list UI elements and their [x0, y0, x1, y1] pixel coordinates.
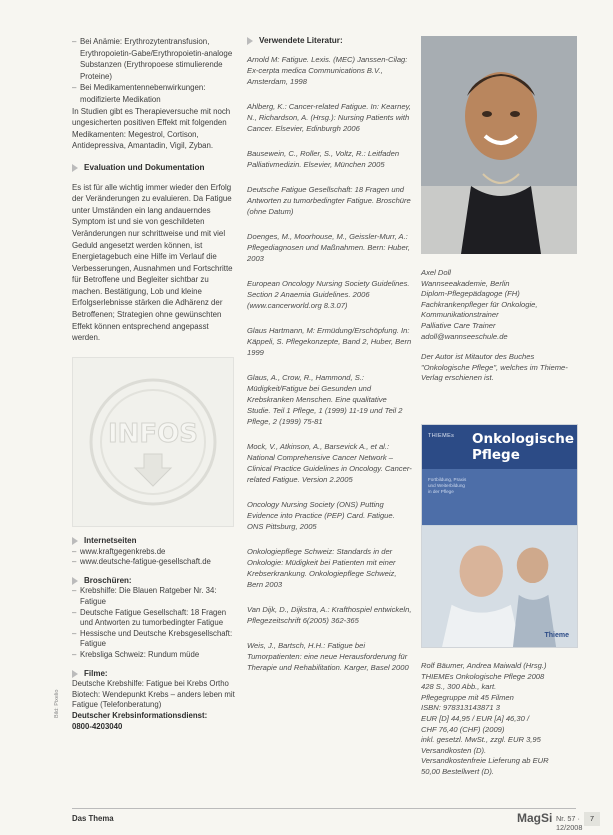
triangle-bullet-icon	[72, 577, 78, 585]
triangle-bullet-icon	[72, 164, 78, 172]
bio-line: Diplom-Pflegepädagoge (FH)	[421, 289, 520, 299]
literature-heading	[247, 36, 343, 45]
reference-item: Ahlberg, K.: Cancer-related Fatigue. In: Kearney, N., Richardson, A. (Hrsg.): Nursing Patients with Cancer. Elsevier, Edinburgh 2006	[247, 102, 411, 133]
triangle-bullet-icon	[72, 537, 78, 545]
magazine-name: MagSi	[517, 811, 553, 825]
internet-links	[72, 547, 237, 568]
list-item: – Bei Medikamentennebenwirkungen: modifizierte Medikation	[72, 82, 234, 105]
reference-item: European Oncology Nursing Society Guidelines. Section 2 Anaemia Guidelines. 2006 (www.cancerworld.org 8.3.07)	[247, 279, 410, 310]
page-number: 7	[584, 812, 600, 826]
book-cover-header	[422, 425, 577, 469]
book-info-line: inkl. gesetzl. MwSt., zzgl. EUR 3,95	[421, 735, 541, 745]
publisher-logo: Thieme	[544, 632, 569, 639]
book-info-line: 428 S., 300 Abb., kart.	[421, 682, 497, 692]
image-credit: Bild: Pixelio	[54, 689, 60, 718]
list-item: – Hessische und Deutsche Krebsgesellschaft: Fatigue	[72, 629, 237, 650]
bio-line: Fachkrankenpfleger für Onkologie,	[421, 299, 538, 309]
reference-item: Bausewein, C., Roller, S., Voltz, R.: Leitfaden Palliativmedizin. Elsevier, München 2005	[247, 149, 400, 169]
reference-item: Van Dijk, D., Dijkstra, A.: Krafthospiel entwickeln, Pflegezeitschrift 6(2005) 362-365	[247, 605, 412, 625]
author-bio	[421, 268, 581, 384]
issue-number: Nr. 57 · 12/2008	[556, 814, 583, 832]
footer-section: Das Thema	[72, 814, 114, 823]
link-item[interactable]: – www.kraftgegenkrebs.de	[72, 547, 237, 558]
reference-item: Glaus Hartmann, M: Ermüdung/Erschöpfung. In: Käppeli, S. Pflegekonzepte, Band 2, Huber, Bern 1999	[247, 326, 412, 357]
reference-item: Deutsche Fatigue Gesellschaft: 18 Fragen und Antworten zu tumorbedingter Fatigue. Broschüre (ohne Datum)	[247, 185, 411, 216]
book-info-line: CHF 76,40 (CHF) (2009)	[421, 724, 505, 734]
literature-list	[247, 54, 412, 687]
bio-line: Palliative Care Trainer	[421, 320, 496, 330]
reference-item: Glaus, A., Crow, R., Hammond, S.: Müdigkeit/Fatigue bei Gesunden und Krebskranken Menschen. Eine qualitative Studie. Teil 1 Pflege, 1 (1999) 11-19 und Teil 2 Pflege, 2 (1999) 75-81	[247, 373, 403, 426]
infos-graphic	[72, 357, 234, 527]
reference-item: Onkologiepflege Schweiz: Standards in der Onkologie: Müdigkeit bei Patienten mit einer Krebserkrankung. Onkologiepflege Schweiz, Bern 2003	[247, 547, 397, 589]
page-footer	[72, 811, 597, 832]
reference-item: Doenges, M., Moorhouse, M., Geissler-Murr, A.: Pflegediagnosen und Maßnahmen. Bern: Huber, 2003	[247, 232, 410, 263]
hotline-label: Deutscher Krebsinformationsdienst:	[72, 710, 208, 720]
book-info-line: Pflegegruppe mit 45 Filmen	[421, 692, 514, 702]
book-info-line: Rolf Bäumer, Andrea Maiwald (Hrsg.)	[421, 661, 547, 670]
reference-item: Weis, J., Bartsch, H.H.: Fatigue bei Tumorpatienten: eine neue Herausforderung für Therapie und Rehabilitation. Karger, Basel 2000	[247, 641, 409, 672]
list-item: – Krebshilfe: Die Blauen Ratgeber Nr. 34: Fatigue	[72, 586, 237, 607]
book-info-line: Versandkostenfreie Lieferung ab EUR	[421, 756, 549, 766]
heading-text: Evaluation und Dokumentation	[84, 162, 205, 172]
infos-watermark-icon	[87, 376, 219, 508]
hotline-number: 0800-4203040	[72, 721, 123, 731]
author-name: Axel Doll	[421, 268, 451, 277]
bio-line: Kommunikationstrainer	[421, 310, 499, 320]
reference-item: Mock, V., Atkinson, A., Barsevick A., et al.: National Comprehensive Cancer Network – Clinical Practice Guidelines in Oncology. Cancer-related Fatigue. Version 2.2005	[247, 442, 412, 484]
footer-divider	[72, 808, 576, 809]
book-brand: THIEMEs	[428, 433, 455, 439]
reference-item: Oncology Nursing Society (ONS) Putting Evidence into Practice (PEP) Card. Fatigue. ONS Pittsburg, 2005	[247, 500, 395, 531]
infos-label: INFOS	[107, 419, 199, 449]
films-paragraph: Deutsche Krebshilfe: Fatigue bei Krebs Ortho Biotech: Wendepunkt Krebs – anders leben mit Fatigue (Telefonberatung)	[72, 679, 235, 710]
triangle-bullet-icon	[247, 37, 253, 45]
link-item[interactable]: – www.deutsche-fatigue-gesellschaft.de	[72, 557, 237, 568]
book-band-text: Fortbildung, Praxis und Weiterbildung in der Pflege	[428, 477, 467, 494]
author-note: Der Autor ist Mitautor des Buches "Onkologische Pflege", welches im Thieme-Verlag erschienen ist.	[421, 352, 568, 383]
heading-text: Internetseiten	[84, 536, 137, 545]
heading-text: Broschüren:	[84, 575, 132, 585]
book-cover-band	[422, 469, 577, 525]
book-info-line: Versandkosten (D).	[421, 745, 487, 755]
author-portrait-icon	[421, 36, 577, 254]
book-title: Onkologische Pflege	[472, 431, 574, 463]
evaluation-paragraph: Es ist für alle wichtig immer wieder den Erfolg der Veränderungen zu evaluieren. Da Fatigue unter Umständen ein lang andauerndes Symptom ist und sie von geschildeten Veränderungen nur schrittweise und mit viel Geduld angesetzt werden können, ist Energietagebuch eine Hilfe im Verlauf die Verbesserungen, Ausnahmen und Fortschritte für Betroffene und Begleiter sichtbar zu machen. Bestätigung, Lob und kleine Erfolgserlebnisse stärken die Adhärenz der Betroffenen; Strategien ohne gewünschten Effekt können entsprechend angepasst werden.	[72, 182, 233, 343]
brochures-heading	[72, 576, 237, 587]
author-photo	[421, 36, 577, 254]
treatment-list	[72, 36, 234, 106]
heading-text: Verwendete Literatur:	[259, 36, 343, 45]
list-item: – Krebsliga Schweiz: Rundum müde	[72, 650, 237, 661]
triangle-bullet-icon	[72, 670, 78, 678]
bio-line: Wannseeakademie, Berlin	[421, 278, 510, 288]
book-info	[421, 661, 581, 778]
book-cover-image	[422, 525, 577, 648]
book-info-line: THIEMEs Onkologische Pflege 2008	[421, 671, 545, 681]
book-info-line: 50,00 Bestellwert (D).	[421, 766, 495, 776]
left-column	[72, 36, 234, 344]
list-item: – Deutsche Fatigue Gesellschaft: 18 Fragen und Antworten zu tumorbedingter Fatigue	[72, 608, 237, 629]
studies-paragraph: In Studien gibt es Therapieversuche mit noch ungesicherten positiven Effekt mit folgenden Medikamenten: Megestrol, Cortison, Antidepressiva, Amantadin, Vigil, Zyban.	[72, 106, 231, 151]
heading-text: Filme:	[84, 668, 108, 678]
book-info-line: EUR [D] 44,95 / EUR [A] 46,30 /	[421, 713, 530, 723]
internet-heading	[72, 536, 237, 547]
author-email[interactable]: adoll@wannseeschule.de	[421, 331, 508, 341]
book-cover	[421, 424, 578, 648]
list-item: – Bei Anämie: Erythrozytentransfusion, Erythropoietin-Gabe/Erythropoietin-analoge Substanzen (Erythropoese stimulierende Proteine)	[72, 36, 234, 82]
evaluation-heading	[72, 162, 234, 174]
book-cover-photo-icon	[422, 525, 577, 648]
brochures-list	[72, 586, 237, 660]
reference-item: Arnold M: Fatigue. Lexis. (MEC) Janssen-Cilag: Ex-cerpta medica Communications B.V., Amsterdam, 1998	[247, 55, 408, 86]
resources-section	[72, 530, 237, 732]
films-heading	[72, 669, 237, 680]
book-info-line: ISBN: 978313143871 3	[421, 703, 500, 713]
